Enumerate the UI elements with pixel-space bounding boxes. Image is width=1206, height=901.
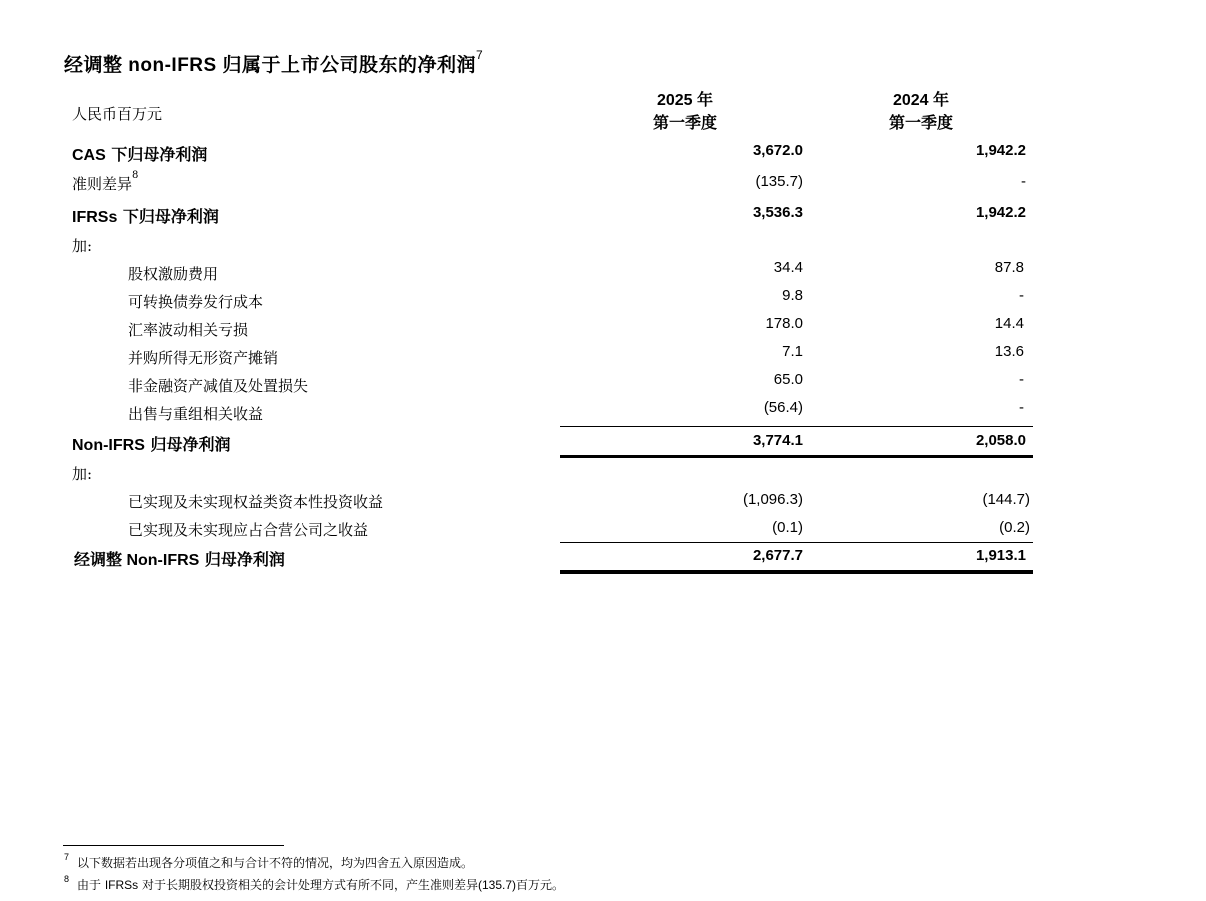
table-row xyxy=(0,315,1206,343)
footnote-mark: 8 xyxy=(132,170,139,181)
column-header-2024 xyxy=(851,90,991,134)
table-row xyxy=(0,231,1206,259)
row-label: 加: xyxy=(72,465,93,483)
cell-2025: 34.4 xyxy=(773,259,803,276)
cell-2024: - xyxy=(1019,399,1024,416)
table-row xyxy=(0,459,1206,487)
row-label: Non-IFRS 归母净利润 xyxy=(72,435,231,454)
table-row xyxy=(0,259,1206,287)
footnote-7: $^7$ 以下数据若出现各分项值之和与合计不符的情况，均为四舍五入原因造成。 xyxy=(64,852,474,870)
row-label: 并购所得无形资产摊销 xyxy=(128,349,279,367)
row-label: IFRSs 下归母净利润 xyxy=(72,207,219,226)
total-rule xyxy=(560,570,1033,574)
cell-2024: 2,058.0 xyxy=(975,432,1026,449)
row-label: 汇率波动相关亏损 xyxy=(128,321,249,339)
table-row xyxy=(0,343,1206,371)
column-quarter: 第一季度 xyxy=(888,113,953,132)
row-label: 非金融资产减值及处置损失 xyxy=(128,377,309,395)
table-row xyxy=(0,169,1206,197)
cell-2025: (1,096.3) xyxy=(742,491,803,508)
cell-2025: 178.0 xyxy=(765,315,803,332)
cell-2024: 14.4 xyxy=(994,315,1024,332)
page-title: 经调整 non-IFRS 归属于上市公司股东的净利润$^7$ xyxy=(64,48,484,76)
column-year: 2025 年 xyxy=(656,92,714,109)
table-row xyxy=(0,487,1206,515)
row-label: 可转换债券发行成本 xyxy=(128,293,264,311)
cell-2025: (0.1) xyxy=(772,519,803,536)
row-label: 出售与重组相关收益 xyxy=(128,405,264,423)
table-row xyxy=(0,138,1206,166)
cell-2025: 7.1 xyxy=(782,343,803,360)
cell-2025: 3,536.3 xyxy=(752,204,803,221)
table-row xyxy=(0,200,1206,228)
cell-2024: - xyxy=(1019,371,1024,388)
table-row xyxy=(0,515,1206,543)
row-label: 加: xyxy=(72,237,93,255)
column-quarter: 第一季度 xyxy=(652,113,717,132)
table-row xyxy=(0,399,1206,427)
unit-label: 人民币百万元 xyxy=(72,105,163,123)
table-row xyxy=(0,543,1206,571)
subtotal-rule xyxy=(560,426,1033,427)
cell-2024: (0.2) xyxy=(999,519,1030,536)
cell-2024: 1,942.2 xyxy=(975,204,1026,221)
table-row xyxy=(0,428,1206,456)
row-label: 已实现及未实现应占合营公司之收益 xyxy=(128,521,369,539)
cell-2025: 65.0 xyxy=(773,371,803,388)
cell-2024: - xyxy=(1019,287,1024,304)
row-label: 准则差异$^8$ xyxy=(72,170,139,193)
row-label: 已实现及未实现权益类资本性投资收益 xyxy=(128,493,384,511)
cell-2024: 1,913.1 xyxy=(975,547,1026,564)
cell-2024: 1,942.2 xyxy=(975,142,1026,159)
footnote-divider xyxy=(63,845,284,846)
title-footnote-mark: 7 xyxy=(475,48,484,62)
row-label: CAS 下归母净利润 xyxy=(72,145,208,164)
cell-2025: (56.4) xyxy=(763,399,803,416)
row-label: 经调整 Non-IFRS 归母净利润 xyxy=(74,550,285,569)
table-row xyxy=(0,287,1206,315)
cell-2024: - xyxy=(1021,173,1026,190)
total-rule xyxy=(560,455,1033,458)
cell-2025: 2,677.7 xyxy=(752,547,803,564)
row-label: 股权激励费用 xyxy=(128,265,219,283)
cell-2024: 87.8 xyxy=(994,259,1024,276)
footnote-8: $^8$ 由于 IFRSs 对于长期股权投资相关的会计处理方式有所不同，产生准则差异(135.7)百万元。 xyxy=(64,874,565,892)
cell-2024: (144.7) xyxy=(982,491,1030,508)
column-header-2025 xyxy=(615,90,755,134)
cell-2025: (135.7) xyxy=(755,173,803,190)
table-row xyxy=(0,371,1206,399)
column-year: 2024 年 xyxy=(892,92,950,109)
cell-2025: 3,774.1 xyxy=(752,432,803,449)
cell-2025: 3,672.0 xyxy=(752,142,803,159)
cell-2025: 9.8 xyxy=(782,287,803,304)
cell-2024: 13.6 xyxy=(994,343,1024,360)
